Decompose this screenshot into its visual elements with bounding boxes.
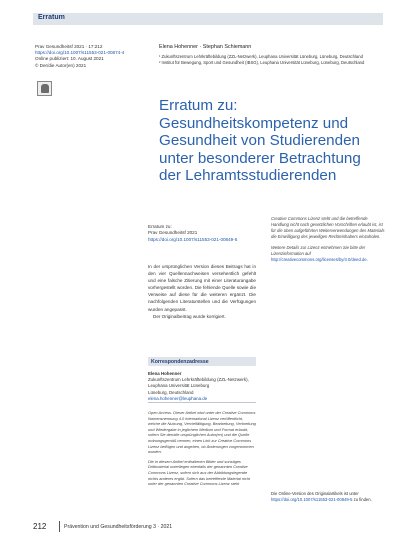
footer-journal: Prävention und Gesundheitsförderung 3 · 2021 bbox=[64, 524, 173, 530]
license-details-text: Weitere Details zur Lizenz entnehmen Sie bitte der Lizenzinformation auf bbox=[271, 245, 366, 256]
open-access-notice bbox=[148, 410, 256, 487]
title-line: der Lehramtsstudierenden bbox=[159, 167, 337, 185]
affiliations bbox=[159, 54, 381, 66]
title-line: Gesundheit von Studierenden bbox=[159, 132, 360, 150]
correspondence-institution: Zukunftszentrum Lehrkräftebildung (ZZL-Netzwerk), Leuphana Universität Lüneburg bbox=[148, 377, 249, 389]
article-title bbox=[159, 97, 385, 185]
original-article-link[interactable]: https://doi.org/10.1007/s11553-021-00849-5 bbox=[271, 497, 353, 502]
correspondence-heading-bar bbox=[148, 357, 256, 366]
badge-glyph bbox=[41, 84, 49, 93]
rubric-label: Erratum bbox=[38, 14, 65, 21]
body-paragraph: In der ursprünglichen Version dieses Beitrags hat in den vier Quellennachweisen versehentlich gefehlt und eine falsche Zitierung mit einer Literaturangabe vorhergestellt worden. Die fehlende Quelle sowie die Verweise auf diese für die weiteren ergänzt. Die nachfolgenden Literaturstellen und die Verfügungen wurden angepasst. bbox=[148, 264, 256, 312]
body-text bbox=[148, 263, 256, 320]
copyright: © Der/die Autor(en) 2021 bbox=[35, 62, 87, 68]
open-access-paragraph: Die in diesem Artikel enthaltenen Bilder und sonstiges Drittmaterial unterliegen ebenfalls der genannten Creative Commons Lizenz, sofern sich aus der Abbildungslegende nichts anderes ergibt. Sofern das betreffende Material nicht unter der genannten Creative Commons Lizenz steht bbox=[148, 458, 251, 487]
open-access-paragraph: Open Access. Dieser Artikel wird unter der Creative Commons Namensnennung 4.0 International Lizenz veröffentlicht, welche die Nutzung, Vervielfältigung, Bearbeitung, Verbreitung und Wiedergabe in jeglichem Medium und Format erlaubt, sofern Sie den/die ursprünglichen Autor(en) und die Quelle ordnungsgemäß nennen, einen Link zur Creative Commons Lizenz beifügen und angeben, ob Änderungen vorgenommen wurden. bbox=[148, 410, 256, 455]
title-line: Erratum zu: bbox=[159, 97, 238, 114]
online-version-tail: zu finden. bbox=[353, 497, 372, 502]
title-line: unter besonderer Betrachtung bbox=[159, 149, 361, 167]
citation-label: Erratum zu: bbox=[148, 224, 172, 229]
online-version-note bbox=[271, 491, 385, 503]
correspondence-address bbox=[148, 371, 256, 402]
citation-ref: Prav Gesundheitsf 2021 bbox=[148, 230, 198, 236]
correspondence-name: Elena Hohenner bbox=[148, 371, 182, 376]
title-line: Gesundheitskompetenz und bbox=[159, 114, 349, 132]
citation-doi-link[interactable]: https://doi.org/10.1007/s11553-021-00849-5 bbox=[148, 236, 238, 242]
check-for-updates-icon[interactable] bbox=[37, 81, 52, 96]
published-date: Online publiziert: 10. August 2021 bbox=[35, 56, 104, 62]
citation-block bbox=[148, 224, 256, 243]
license-details bbox=[271, 245, 385, 263]
divider bbox=[148, 402, 256, 403]
journal-ref: Prav Gesundheitsf 2021 · 17:212 bbox=[35, 44, 103, 49]
page-number: 212 bbox=[33, 522, 47, 531]
correspondence-heading: Korrespondenzadresse bbox=[151, 358, 209, 365]
affiliation-2: ² Institut für Bewegung, Sport und Gesundheit (IBSG), Leuphana Universität Lüneburg, Lüneburg, Deutschland bbox=[159, 60, 365, 65]
footer-separator bbox=[59, 521, 60, 532]
license-continued bbox=[271, 216, 385, 263]
article-meta bbox=[35, 44, 131, 69]
online-version-text: Die Online-Version des Originalartikels ist unter bbox=[271, 491, 359, 496]
correspondence-email[interactable]: elena.hohenner@leuphana.de bbox=[148, 395, 208, 401]
correspondence-city: Lüneburg, Deutschland bbox=[148, 389, 194, 395]
license-paragraph: Creative Commons Lizenz steht und die betreffende Handlung nicht nach gesetzlichen Vorschriften erlaubt ist, ist für die oben aufgeführten Weiterverwendungen des Materials die Einwilligung des jeweiligen Rechteinhabers einzuholen. bbox=[271, 216, 385, 239]
rubric-bar bbox=[33, 13, 383, 25]
affiliation-1: ¹ Zukunftszentrum Lehrkräftebildung (ZZL-Netzwerk), Leuphana Universität Lüneburg, Lüneburg, Deutschland bbox=[159, 54, 363, 59]
body-paragraph: Der Originalbeitrag wurde korrigiert. bbox=[153, 313, 226, 319]
license-link[interactable]: http://creativecommons.org/licenses/by/4.0/deed.de. bbox=[271, 257, 368, 262]
authors: Elena Hohenner · Stephan Schiemann bbox=[159, 44, 252, 50]
doi-link[interactable]: https://doi.org/10.1007/s11553-021-00874-4 bbox=[35, 50, 125, 56]
